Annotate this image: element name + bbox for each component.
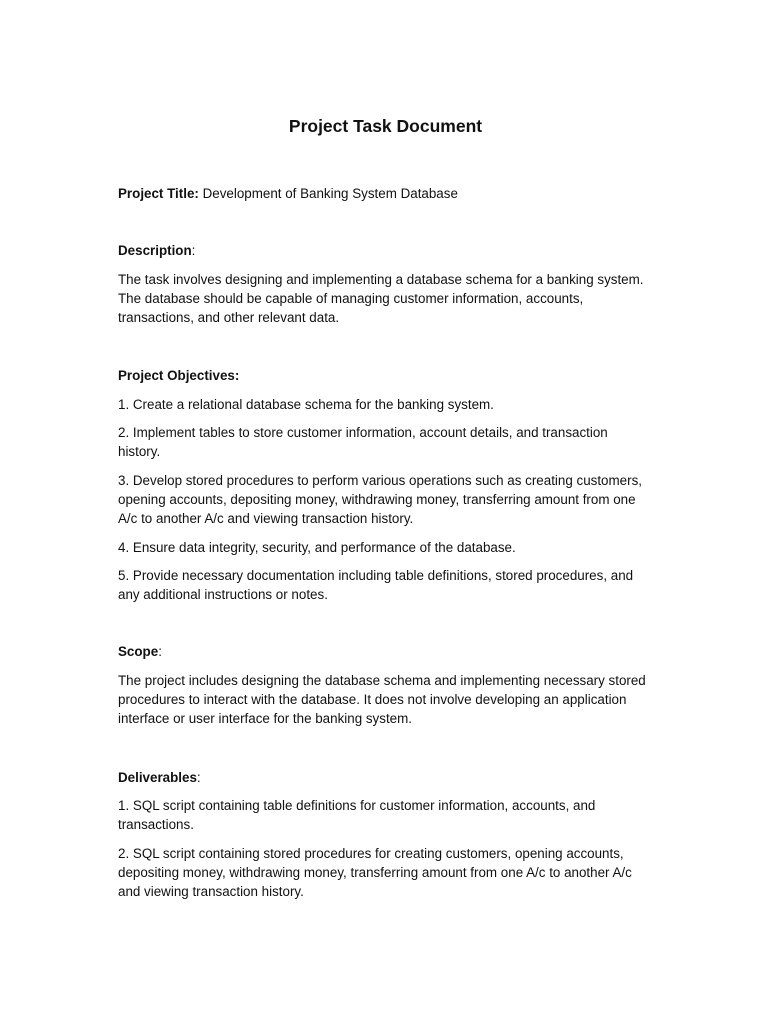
deliverables-section [118, 768, 653, 902]
description-heading-line [118, 241, 653, 260]
scope-heading-line [118, 642, 653, 661]
objective-item: 4. Ensure data integrity, security, and performance of the database. [118, 539, 516, 555]
description-section [118, 241, 653, 327]
description-heading-colon: : [191, 243, 196, 259]
document-content [118, 114, 653, 901]
section-spacer [118, 327, 653, 366]
deliverables-heading: Deliverables [118, 769, 197, 785]
objectives-heading: Project Objectives: [118, 368, 240, 384]
objective-item: 3. Develop stored procedures to perform various operations such as creating customers, opening accounts, depositing money, withdrawing money, transferring amount from one A/c to another A/c and viewing transaction history. [118, 472, 642, 527]
scope-section [118, 642, 653, 728]
section-spacer [118, 604, 653, 642]
objective-item: 5. Provide necessary documentation including table definitions, stored procedures, and any additional instructions or notes. [118, 567, 634, 603]
description-heading: Description [118, 243, 192, 259]
deliverables-heading-line [118, 768, 653, 787]
deliverable-item: 2. SQL script containing stored procedures for creating customers, opening accounts, depositing money, withdrawing money, transferring amount from one A/c to another A/c and viewing transaction history. [118, 845, 632, 900]
objectives-section [118, 366, 653, 604]
document-title: Project Task Document [288, 116, 483, 136]
scope-heading-colon: : [158, 644, 162, 660]
project-title-value: Development of Banking System Database [198, 186, 458, 201]
project-title-label: Project Title: [118, 186, 199, 201]
section-spacer [118, 729, 653, 768]
deliverables-heading-colon: : [196, 769, 201, 785]
scope-text: The project includes designing the database schema and implementing necessary stored procedures to interact with the database. It does not involve developing an application interface or user interface for the banking system. [118, 672, 646, 727]
project-title-line [118, 184, 653, 203]
description-text: The task involves designing and implementing a database schema for a banking system. The database should be capable of managing customer information, accounts, transactions, and other relevant data. [118, 271, 644, 326]
scope-heading: Scope [118, 644, 159, 660]
objective-item: 2. Implement tables to store customer information, account details, and transaction history. [118, 425, 608, 460]
objective-item: 1. Create a relational database schema for the banking system. [118, 396, 494, 412]
deliverable-item: 1. SQL script containing table definitions for customer information, accounts, and transactions. [118, 797, 596, 833]
